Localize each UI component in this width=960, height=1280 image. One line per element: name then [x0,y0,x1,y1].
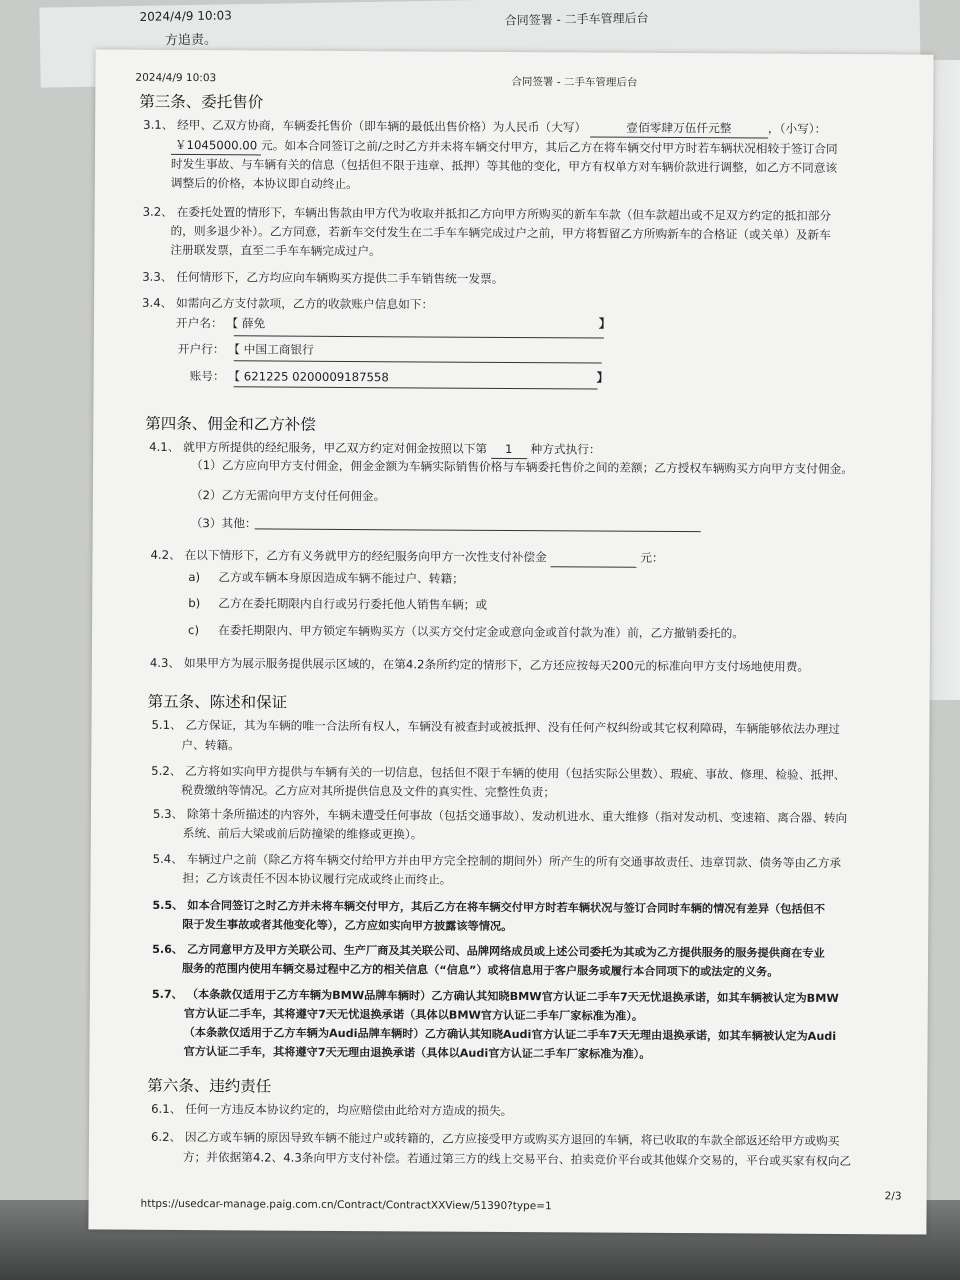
background-title: 合同签署 - 二手车管理后台 [504,11,649,28]
article-3-title: 第三条、委托售价 [139,92,264,112]
item-a-label: a) [188,570,201,585]
clause-3-1-text: 3.1、 经甲、乙双方协商，车辆委托售价（即车辆的最低出售价格）为人民币（大写） [143,117,587,135]
print-title: 合同签署 - 二手车管理后台 [511,75,638,89]
clause-3-2-line3: 注册联发票，直至二手车车辆完成过户。 [170,242,381,259]
clause-6-2-line2: 方；并依据第4.2、4.3条向甲方支付补偿。若通过第三方的线上交易平台、拍卖竞价平台或其他媒介交易的，平台或买家有权向乙 [182,1150,852,1169]
account-name-label: 开户名： [175,315,223,331]
clause-5-7-line4: 官方认证二手车，其将遵守7天无理由退换承诺（具体以Audi官方认证二手车厂家标准为准）。 [183,1045,651,1061]
commission-option-field: 1 [491,442,527,459]
item-b-label: b) [188,596,201,611]
article-4-title: 第四条、佣金和乙方补偿 [145,414,316,434]
article-6-title: 第六条、违约责任 [147,1076,272,1096]
account-name-row [176,316,265,332]
clause-5-2-line2: 税费缴纳等情况。乙方应对其所提供信息及文件的真实性、完整性负责； [181,782,556,800]
option-3-label: （3）其他： [190,516,257,531]
clause-4-1 [149,440,601,460]
clause-4-1-text: 4.1、 就甲方所提供的经纪服务，甲乙双方约定对佣金按照以下第 [149,439,488,456]
clause-3-1-line4: 调整后的价格，本协议即自动终止。 [170,175,358,192]
clause-3-4: 3.4、 如需向乙方支付款项，乙方的收款账户信息如下： [142,295,434,312]
account-no-value: 621225 0200009187558 [243,369,389,385]
clause-6-2-line1: 6.2、 因乙方或车辆的原因导致车辆不能过户或转籍的，乙方应接受甲方或购买方退回的车辆，将已收取的车款全部返还给甲方或购买 [150,1129,840,1149]
clause-4-2-unit: 元： [640,550,664,565]
clause-3-2-line1: 3.2、 在委托处置的情形下，车辆出售款由甲方代为收取并抵扣乙方向甲方所购买的新车车款（但车款超出或不足双方约定的抵扣部分 [142,204,832,223]
account-no-row [190,369,389,386]
bracket-open: 【 [226,316,239,331]
option-3-underline [255,528,701,532]
clause-3-1-line3: 时发生事故、与车辆有关的信息（包括但不限于违章、抵押）等其他的变化，甲方有权单方对车辆价款进行调整，如乙方不同意该 [170,156,838,175]
clause-4-1-text-2: 种方式执行： [530,442,601,457]
bank-label: 开户行： [177,341,225,357]
background-timestamp: 2024/4/9 10:03 [139,8,232,24]
bank-row [178,342,314,359]
bracket-close-2: 】 [596,370,609,385]
item-b-text: 乙方在委托期限内自行或另行委托他人销售车辆；或 [218,596,488,612]
clause-4-2 [150,548,663,568]
clause-3-1 [143,118,826,139]
article-5-title: 第五条、陈述和保证 [147,692,288,712]
account-name-underline [234,335,604,338]
clause-5-6-line2: 服务的范围内使用车辆交易过程中乙方的相关信息（“信息”）或将信息用于客户服务或履行本合同项下的或法定的义务。 [181,961,779,979]
background-text: 方追责。 [164,32,218,49]
clause-5-6-line1: 5.6、 乙方同意甲方及甲方关联公司、生产厂商及其关联公司、品牌网络成员或上述公司委托为其或为乙方提供服务的服务提供商在专业 [152,942,825,960]
bracket-open-3: 【 [228,369,241,384]
clause-5-1-line2: 户、转籍。 [181,737,240,753]
clause-4-2-text: 4.2、 在以下情形下，乙方有义务就甲方的经纪服务向甲方一次性支付补偿金 [150,547,547,565]
bracket-close: 】 [598,316,611,331]
clause-6-1: 6.1、 任何一方违反本协议约定的，均应赔偿由此给对方造成的损失。 [151,1101,513,1119]
account-no-underline [234,386,598,389]
footer-url: https://usedcar-manage.paig.com.cn/Contract/ContractXXView/51390?type=1 [140,1197,552,1213]
bracket-open-2: 【 [228,342,241,357]
amount-lower-field: ￥1045000.00 [171,138,261,155]
account-name-value: 薛免 [241,316,266,331]
clause-5-4-line2: 担；乙方该责任不因本协议履行完成或终止而终止。 [182,870,452,887]
contract-page [88,49,933,1234]
clause-5-2-line1: 5.2、 乙方将如实向甲方提供与车辆有关的一切信息，包括但不限于车辆的使用（包括实际公里数）、瑕疵、事故、修理、检验、抵押、 [151,763,846,783]
page-number: 2/3 [884,1190,902,1203]
option-1: （1）乙方应向甲方支付佣金，佣金金额为车辆实际销售价格与车辆委托售价之间的差额；乙方授权车辆购买方向甲方支付佣金。 [191,458,854,477]
clause-5-5-line1: 5.5、 如本合同签订之时乙方并未将车辆交付甲方，其后乙方在将车辆交付甲方时若车辆状况与签订合同时车辆的情况有差异（包括但不 [152,898,826,916]
bank-value: 中国工商银行 [243,342,314,357]
clause-5-3-line1: 5.3、 除第十条所描述的内容外，车辆未遭受任何事故（包括交通事故）、发动机进水、重大维修（指对发动机、变速箱、离合器、转向 [152,806,848,826]
item-c-label: c) [188,623,200,638]
clause-3-2-line2: 的，则多退少补）。乙方同意，若新车交付发生在二手车车辆完成过户之前，甲方将暂留乙方所购新车的合格证（或关单）及新车 [170,223,831,242]
compensation-field [550,550,636,567]
option-2: （2）乙方无需向甲方支付任何佣金。 [190,488,386,504]
clause-4-3: 4.3、 如果甲方为展示服务提供展示区域的，在第4.2条所约定的情形下，乙方还应按每天200元的标准向甲方支付场地使用费。 [149,655,810,674]
clause-5-7-line2: 官方认证二手车，其将遵守7天无忧退换承诺（具体以BMW官方认证二手车厂家标准为准）。 [183,1007,644,1023]
clause-5-7-line3: （本条款仅适用于乙方车辆为Audi品牌车辆时）乙方确认其知晓Audi官方认证二手车7天无理由退换承诺，如其车辆被认定为Audi [183,1026,837,1043]
print-timestamp: 2024/4/9 10:03 [135,71,217,85]
clause-5-4-line1: 5.4、 车辆过户之前（除乙方将车辆交付给甲方并由甲方完全控制的期间外）所产生的所有交通事故责任、违章罚款、债务等由乙方承 [152,851,842,871]
clause-3-1-lower-label: ，（小写）： [767,121,827,136]
item-a-text: 乙方或车辆本身原因造成车辆不能过户、转籍； [218,570,464,586]
item-c-text: 在委托期限内、甲方锁定车辆购买方（以买方交付定金或意向金或首付款为准）前，乙方撤销委托的。 [218,623,745,641]
clause-5-3-line2: 系统、前后大梁或前后防撞梁的维修或更换）。 [182,825,423,842]
bank-underline [234,360,602,363]
clause-3-3: 3.3、 任何情形下，乙方均应向车辆购买方提供二手车销售统一发票。 [142,269,504,286]
clause-3-1-line2 [171,138,838,159]
clause-5-7-line1: 5.7、 （本条款仅适用于乙方车辆为BMW品牌车辆时）乙方确认其知晓BMW官方认证二手车7天无忧退换承诺，如其车辆被认定为BMW [151,987,839,1006]
clause-5-5-line2: 限于发生事故或者其他变化等），乙方应如实向甲方披露该等情况。 [182,917,513,934]
account-no-label: 账号： [189,369,225,384]
amount-upper-field: 壹佰零肆万伍仟元整 [590,120,768,138]
clause-3-1-text-2: 元。如本合同签订之前/之时乙方并未将车辆交付甲方，其后乙方在将车辆交付甲方时若车辆状况相较于签订合同 [260,138,838,156]
clause-5-1-line1: 5.1、 乙方保证，其为车辆的唯一合法所有权人，车辆没有被查封或被抵押、没有任何产权纠纷或其它权利障碍，车辆能够依法办理过 [151,717,841,737]
